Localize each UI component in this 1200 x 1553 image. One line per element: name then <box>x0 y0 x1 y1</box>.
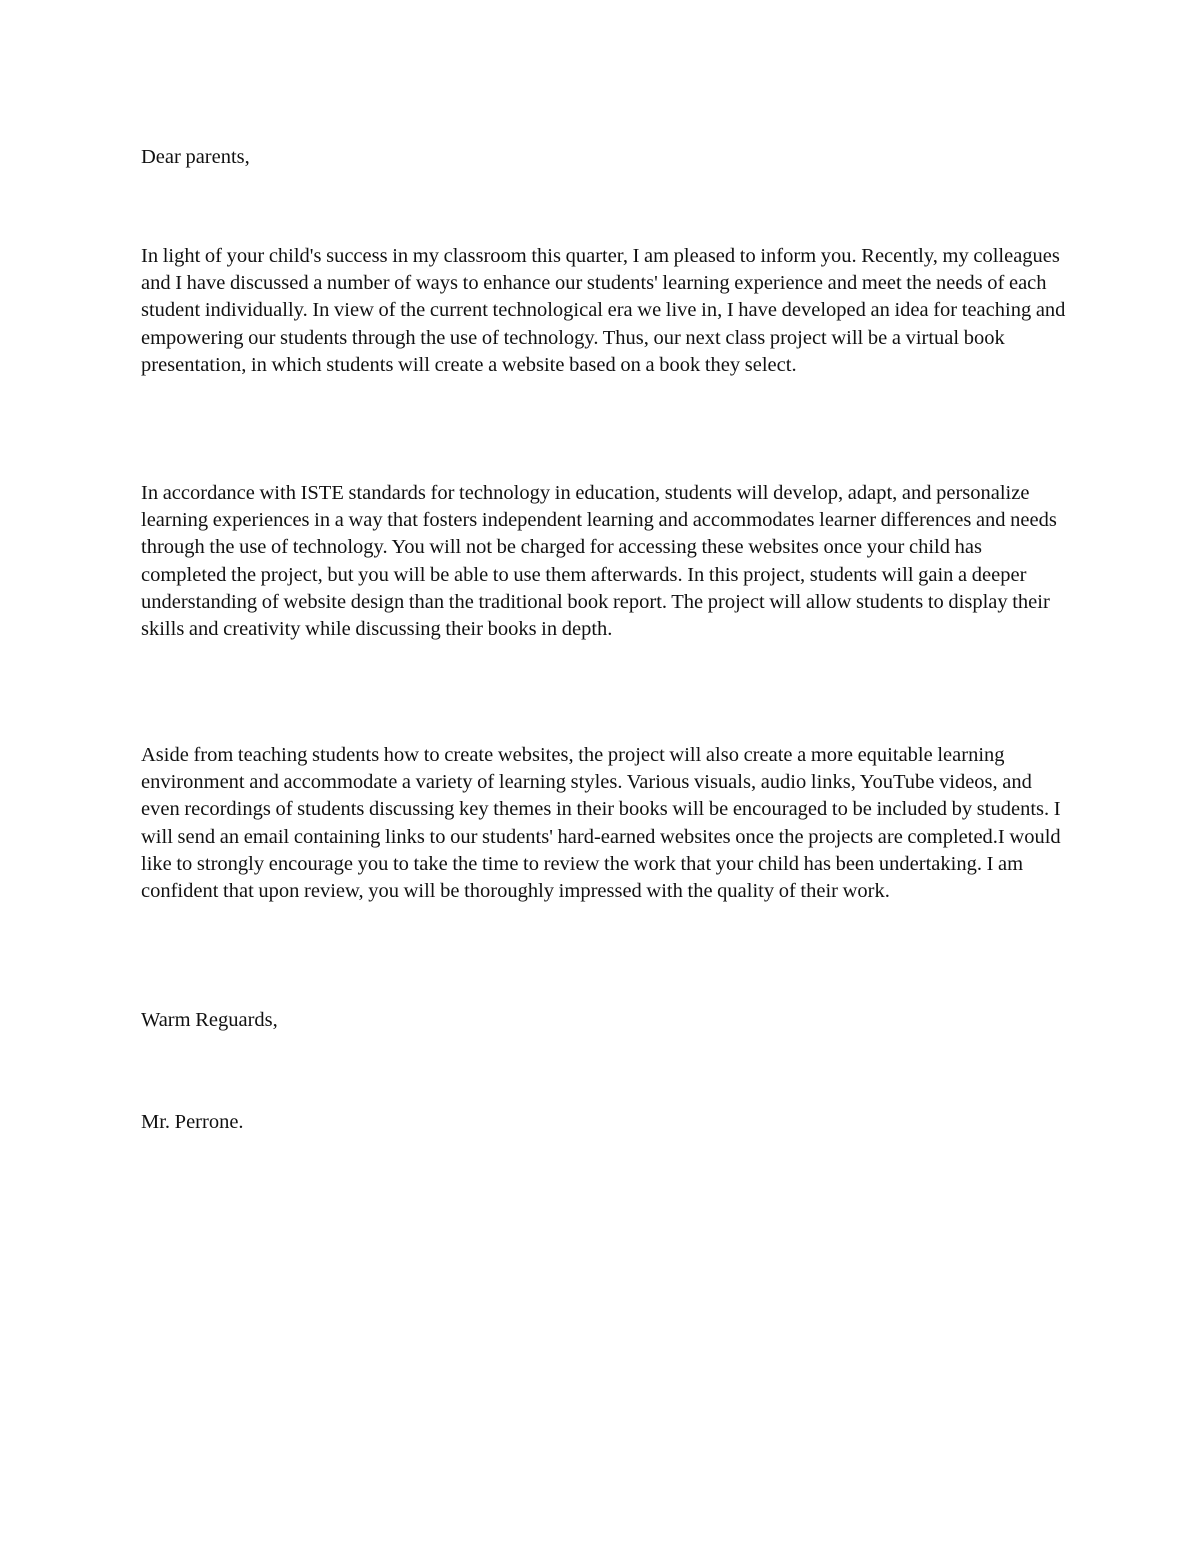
paragraph-intro: In light of your child's success in my classroom this quarter, I am pleased to inform you. Recently, my colleagues and I have discussed a number of ways to enhance our students' learning experience and meet the needs of each student individually. In view of the current technological era we live in, I have developed an idea for teaching and empowering our students through the use of technology. Thus, our next class project will be a virtual book presentation, in which students will create a website based on a book they select. <box>141 245 1066 376</box>
closing: Warm Reguards, <box>141 1009 278 1031</box>
salutation: Dear parents, <box>141 146 250 168</box>
signature: Mr. Perrone. <box>141 1111 244 1133</box>
paragraph-standards: In accordance with ISTE standards for technology in education, students will develop, adapt, and personalize learning experiences in a way that fosters independent learning and accommodates learner differences and needs through the use of technology. You will not be charged for accessing these websites once your child has completed the project, but you will be able to use them afterwards. In this project, students will gain a deeper understanding of website design than the traditional book report. The project will allow students to display their skills and creativity while discussing their books in depth. <box>141 482 1057 641</box>
paragraph-benefits: Aside from teaching students how to create websites, the project will also create a more equitable learning environment and accommodate a variety of learning styles. Various visuals, audio links, YouTube videos, and even recordings of students discussing key themes in their books will be encouraged to be included by students. I will send an email containing links to our students' hard-earned websites once the projects are completed.I would like to strongly encourage you to take the time to review the work that your child has been undertaking. I am confident that upon review, you will be thoroughly impressed with the quality of their work. <box>141 744 1061 903</box>
